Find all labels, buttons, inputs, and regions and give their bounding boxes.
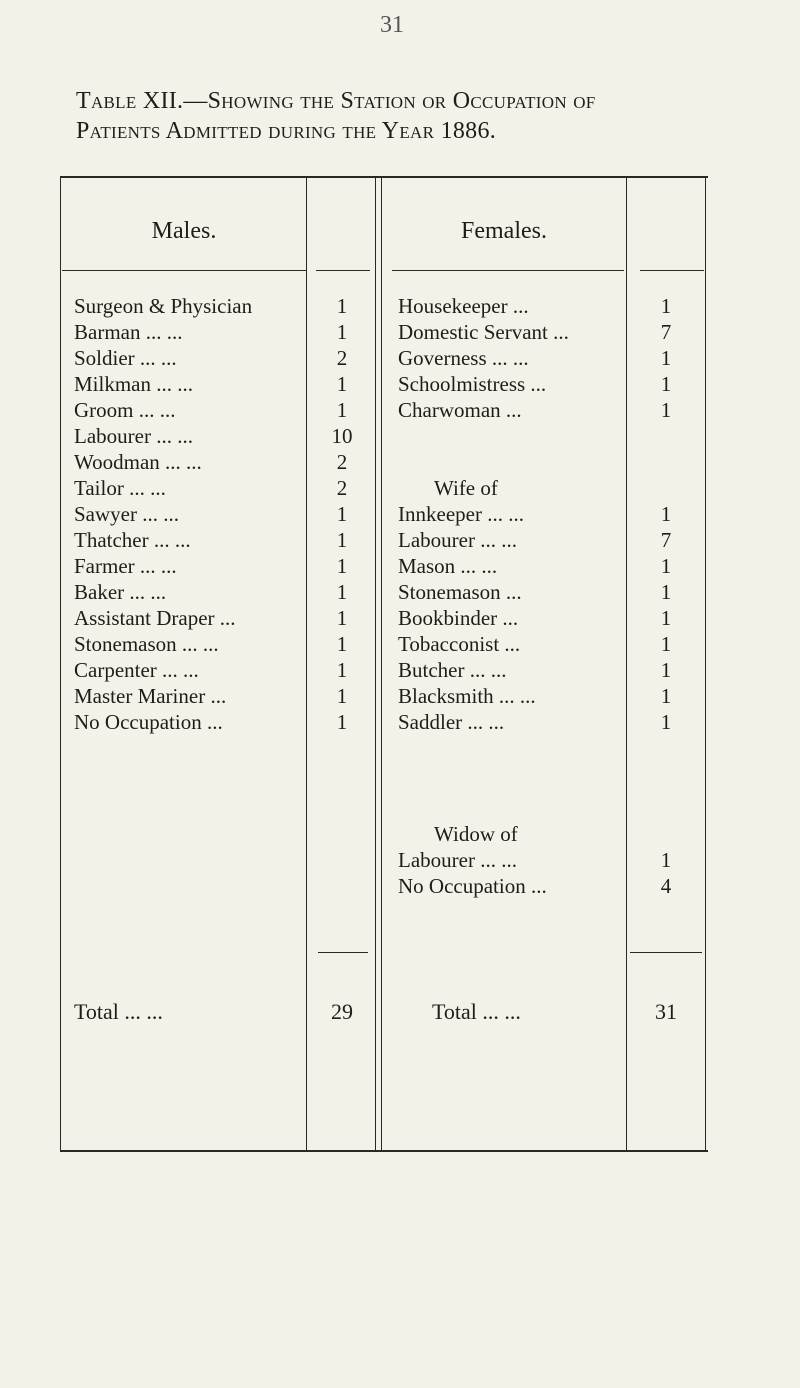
female-occupation-row: Tobacconist ... [398,632,521,656]
column-divider-males-count [306,176,307,1151]
male-occupation-row: Milkman ... ... [74,372,193,396]
male-occupation-row: Master Mariner ... [74,684,227,708]
males-header-rule [62,270,306,271]
females-total-rule [630,952,702,953]
male-count-cell: 1 [336,684,348,708]
female-occupation-row: Stonemason ... [398,580,522,604]
females-header-rule [392,270,624,271]
female-occupation-row: Housekeeper ... [398,294,529,318]
female-occupation-row: Butcher ... ... [398,658,507,682]
female-count-cell: 1 [660,632,672,656]
male-occupation-row: Carpenter ... ... [74,658,199,682]
females-total-value: 31 [655,999,677,1024]
male-count-cell: 2 [336,346,348,370]
female-count-cell: 7 [660,528,672,552]
column-divider-double-b [381,176,382,1151]
male-count-cell: 1 [336,554,348,578]
wife-of-list [398,502,536,736]
female-occupation-row: Mason ... ... [398,554,498,578]
female-occupation-row: Blacksmith ... ... [398,684,536,708]
males-total-value: 29 [331,999,353,1024]
male-count-cell: 1 [336,294,348,318]
males-total-rule [318,952,368,953]
male-occupation-row: Thatcher ... ... [74,528,191,552]
wife-of-count-list [646,502,686,736]
male-occupation-row: Surgeon & Physician [74,294,253,318]
female-no-occupation-row: No Occupation ... [398,874,547,898]
table-left-border [60,176,61,1151]
male-occupation-row: Groom ... ... [74,398,176,422]
female-occupation-row: Bookbinder ... [398,606,519,630]
male-count-cell: 1 [336,528,348,552]
female-occupation-row: Labourer ... ... [398,528,517,552]
females-column-header: Females. [461,218,547,244]
male-count-cell: 1 [336,398,348,422]
table-title-line-1: Table XII.—Showing the Station or Occupation of [76,88,596,114]
males-count-header-rule [316,270,370,271]
male-count-cell: 10 [331,424,353,448]
female-occupation-row: Labourer ... ... [398,848,517,872]
males-column-header: Males. [151,218,217,244]
males-count-list [322,294,362,736]
female-occupation-row: Innkeeper ... ... [398,502,524,526]
female-count-cell: 1 [660,684,672,708]
female-no-occupation-count: 4 [660,874,672,898]
male-occupation-row: Assistant Draper ... [74,606,236,630]
female-occupation-row: Domestic Servant ... [398,320,569,344]
column-divider-females-count [626,176,627,1151]
female-count-cell: 1 [660,346,672,370]
table-title-line-2: Patients Admitted during the Year 1886. [76,118,497,144]
females-count-header-rule [640,270,704,271]
column-divider-double-a [375,176,376,1151]
male-count-cell: 1 [336,580,348,604]
female-count-cell: 1 [660,398,672,422]
males-total-label: Total ... ... [74,999,163,1024]
male-count-cell: 1 [336,632,348,656]
female-occupation-row: Charwoman ... [398,398,522,422]
table-bottom-rule [60,1150,708,1152]
male-occupation-row: Stonemason ... ... [74,632,219,656]
females-total-label: Total ... ... [432,999,521,1024]
female-count-cell: 1 [660,554,672,578]
table-top-rule [60,176,708,178]
widow-of-heading: Widow of [434,822,518,846]
male-occupation-row: No Occupation ... [74,710,223,734]
male-occupation-row: Sawyer ... ... [74,502,179,526]
male-count-cell: 1 [336,658,348,682]
female-count-cell: 1 [660,294,672,318]
female-count-cell: 1 [660,580,672,604]
male-count-cell: 1 [336,502,348,526]
male-count-cell: 2 [336,476,348,500]
table-right-border [705,176,706,1151]
female-occupation-row: Governess ... ... [398,346,529,370]
male-count-cell: 1 [336,372,348,396]
male-occupation-row: Woodman ... ... [74,450,202,474]
male-count-cell: 1 [336,606,348,630]
female-count-cell: 1 [660,606,672,630]
female-count-cell: 7 [660,320,672,344]
wife-of-heading: Wife of [434,476,498,500]
page-number: 31 [380,12,404,38]
females-count-list [646,294,686,424]
male-occupation-row: Labourer ... ... [74,424,193,448]
female-occupation-row: Schoolmistress ... [398,372,547,396]
females-occupation-list [398,294,569,424]
female-count-cell: 1 [660,372,672,396]
male-count-cell: 1 [336,710,348,734]
males-occupation-list [74,294,252,736]
male-occupation-row: Tailor ... ... [74,476,166,500]
female-count-cell: 1 [660,502,672,526]
female-count-cell: 1 [660,710,672,734]
female-count-cell: 1 [660,658,672,682]
male-count-cell: 2 [336,450,348,474]
male-occupation-row: Barman ... ... [74,320,183,344]
female-count-cell: 1 [660,848,672,872]
female-occupation-row: Saddler ... ... [398,710,505,734]
male-occupation-row: Farmer ... ... [74,554,177,578]
male-occupation-row: Baker ... ... [74,580,167,604]
male-count-cell: 1 [336,320,348,344]
male-occupation-row: Soldier ... ... [74,346,177,370]
